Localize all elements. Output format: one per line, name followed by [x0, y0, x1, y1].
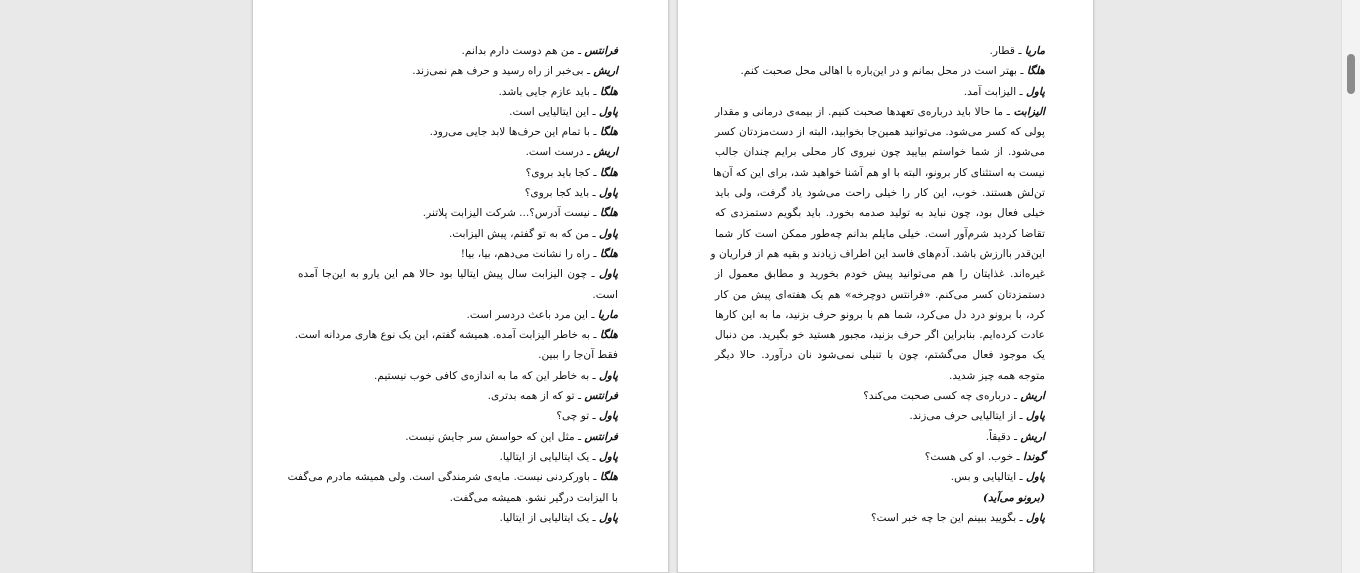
speaker-name: اریش [1020, 430, 1045, 443]
dialogue-line [715, 447, 1045, 467]
line-text: است. [592, 288, 618, 301]
speaker-name: پاول [599, 511, 618, 524]
dialogue-line [715, 488, 1045, 508]
dialogue-line [715, 163, 1045, 183]
dialogue-line [298, 508, 618, 528]
right-page-text [710, 41, 1045, 528]
line-text: ـ بگویید ببینم این جا چه خبر است؟ [870, 511, 1026, 524]
line-text: تقاضا کردید شرم‌آور است. خیلی مایلم بدانم چه‌طور ممکن است کار شما [715, 227, 1045, 240]
speaker-name: پاول [599, 105, 618, 118]
dialogue-line [298, 142, 618, 162]
line-text: ـ از ایتالیایی حرف می‌زند. [909, 410, 1026, 423]
line-text: ـ بهتر است در محل بمانم و در این‌باره با اهالی محل صحبت کنم. [740, 65, 1027, 78]
dialogue-line [715, 61, 1045, 81]
speaker-name: پاول [599, 187, 618, 200]
dialogue-line [298, 386, 618, 406]
speaker-name: هلگا [599, 126, 618, 139]
speaker-name: الیزابت [1013, 105, 1045, 118]
dialogue-line [715, 183, 1045, 203]
line-text: ـ یک ایتالیایی از ایتالیا. [499, 511, 599, 524]
line-text: ـ درباره‌ی چه کسی صحبت می‌کند؟ [863, 390, 1021, 403]
dialogue-line [298, 244, 618, 264]
vertical-scrollbar[interactable] [1341, 0, 1360, 573]
speaker-name: ماریا [1024, 45, 1045, 57]
line-text: ـ دقیقاً. [985, 430, 1021, 443]
line-text: ـ درست است. [525, 146, 594, 159]
left-page-text [287, 41, 618, 528]
line-text: ـ راه را نشانت می‌دهم، بیا، بیا! [460, 247, 600, 260]
line-text: ـ به خاطر این که ما به اندازه‌ی کافی خوب نیستیم. [374, 369, 599, 382]
dialogue-line [715, 345, 1045, 365]
line-text: ـ باید عازم جایی باشد. [498, 85, 600, 98]
dialogue-line [298, 366, 618, 386]
speaker-name: هلگا [599, 471, 618, 484]
dialogue-line [298, 285, 618, 305]
speaker-name: پاول [599, 227, 618, 240]
speaker-name: پاول [599, 410, 618, 423]
line-text: ـ نیست آدرس؟... شرکت الیزابت پلاتنر. [422, 207, 600, 220]
line-text: ـ با تمام این حرف‌ها لابد جایی می‌رود. [429, 126, 600, 139]
dialogue-line [715, 285, 1045, 305]
dialogue-line [715, 508, 1045, 528]
line-text: ـ چون الیزابت سال پیش ایتالیا بود حالا هم این یارو به این‌جا آمده [298, 268, 599, 281]
dialogue-line [298, 183, 618, 203]
dialogue-line [715, 305, 1045, 325]
line-text: ـ باورکردنی نیست. مایه‌ی شرمندگی است. ولی همیشه مادرم می‌گفت [287, 471, 600, 484]
line-text: ـ تو چی؟ [556, 410, 599, 423]
speaker-name: هلگا [599, 207, 618, 220]
dialogue-line [715, 82, 1045, 102]
dialogue-line [715, 102, 1045, 122]
line-text: ـ ما حالا باید درباره‌ی تعهدها صحبت کنیم. از بیمه‌ی درمانی و مقدار [715, 105, 1014, 118]
dialogue-line [715, 203, 1045, 223]
speaker-name: پاول [1026, 511, 1045, 524]
speaker-name: اریش [1020, 390, 1045, 403]
line-text: فقط آن‌جا را ببین. [538, 349, 618, 362]
line-text: ـ باید کجا بروی؟ [524, 187, 599, 200]
dialogue-line [294, 325, 618, 345]
line-text: ـ الیزابت آمد. [963, 85, 1026, 98]
line-text: این‌قدر باارزش باشد. آدم‌های فاسد این اطراف زیادند و بقیه هم از فراریان و [710, 247, 1045, 260]
dialogue-line [287, 467, 618, 487]
dialogue-line [715, 386, 1045, 406]
line-text: دستمزدتان کسر می‌کنم. «فرانتس دوچرخه» هم یک هفته‌ای پیش من کار [715, 288, 1045, 301]
dialogue-line [715, 224, 1045, 244]
speaker-name: هلگا [599, 166, 618, 179]
dialogue-line [298, 61, 618, 81]
speaker-name: فرانتس [584, 390, 618, 403]
dialogue-line [715, 264, 1045, 284]
speaker-name: (برونو می‌آید) [982, 491, 1045, 504]
line-text: غیره‌اند. غذایتان را هم می‌توانید پیش خودم بخورید و مطابق معمول از [715, 268, 1045, 281]
line-text: ـ تو که از همه بدتری. [487, 390, 585, 403]
dialogue-line [715, 427, 1045, 447]
line-text: عادت کرده‌ایم. بنابراین اگر حرف بزنید، مجبور هستید خو بگیرید. من دنبال [715, 329, 1045, 342]
speaker-name: گوندا [1023, 450, 1045, 463]
dialogue-line [298, 427, 618, 447]
speaker-name: پاول [1026, 471, 1045, 484]
page-right [677, 0, 1094, 573]
speaker-name: فرانتس [584, 430, 618, 443]
line-text: ـ من هم دوست دارم بدانم. [461, 45, 585, 57]
dialogue-line [715, 406, 1045, 426]
speaker-name: هلگا [599, 329, 618, 342]
line-text: ـ این ایتالیایی است. [509, 105, 599, 118]
dialogue-line [715, 41, 1045, 61]
line-text: ـ این مرد باعث دردسر است. [466, 308, 598, 321]
dialogue-line [298, 163, 618, 183]
dialogue-line [715, 122, 1045, 142]
speaker-name: پاول [599, 450, 618, 463]
dialogue-line [298, 447, 618, 467]
dialogue-line [298, 203, 618, 223]
speaker-name: فرانتس [584, 45, 618, 57]
line-text: پولی که کسر می‌شود. می‌توانید همین‌جا بخوابید، البته از دست‌مزدتان کسر [715, 126, 1045, 139]
dialogue-line [298, 224, 618, 244]
line-text: ـ خوب. او کی هست؟ [924, 450, 1024, 463]
dialogue-line [298, 102, 618, 122]
line-text: نیست به استثنای کار برونو، البته با او هم آشنا خواهید شد، برای این که آن‌ها [713, 166, 1045, 179]
dialogue-line [298, 264, 618, 284]
dialogue-line [298, 406, 618, 426]
dialogue-line [298, 305, 618, 325]
dialogue-line [298, 41, 618, 61]
line-text: ـ مثل این که حواسش سر جایش نیست. [405, 430, 585, 443]
dialogue-line [298, 82, 618, 102]
line-text: با الیزابت درگیر نشو. همیشه می‌گفت. [449, 491, 618, 504]
line-text: ـ کجا باید بروی؟ [525, 166, 600, 179]
speaker-name: پاول [1026, 410, 1045, 423]
speaker-name: پاول [599, 268, 618, 281]
speaker-name: پاول [1026, 85, 1045, 98]
page-left [252, 0, 669, 573]
dialogue-line [298, 345, 618, 365]
line-text: ـ من که به تو گفتم، پیش الیزابت. [448, 227, 599, 240]
line-text: متوجه همه چیز شدید. [949, 369, 1045, 382]
dialogue-line [715, 325, 1045, 345]
line-text: ـ بی‌خبر از راه رسید و حرف هم نمی‌زند. [412, 65, 594, 78]
speaker-name: هلگا [599, 85, 618, 98]
line-text: تن‌لش هستند. خوب، این کار را خیلی راحت می‌شود یاد گرفت، ولی باید [715, 187, 1045, 200]
dialogue-line [298, 122, 618, 142]
dialogue-line [715, 142, 1045, 162]
dialogue-line [710, 244, 1045, 264]
line-text: کرد، با برونو درد دل می‌کرد، شما هم با برونو حرف بزنید، ما به این کارها [715, 308, 1045, 321]
line-text: یک موجود فعال می‌گشتم، چون با تنبلی نمی‌شود نان درآورد. حالا دیگر [715, 349, 1045, 362]
dialogue-line [298, 488, 618, 508]
line-text: ـ ایتالیایی و بس. [950, 471, 1026, 484]
line-text: ـ یک ایتالیایی از ایتالیا. [499, 450, 599, 463]
speaker-name: هلگا [1026, 65, 1045, 78]
speaker-name: هلگا [599, 247, 618, 260]
line-text: ـ به خاطر الیزابت آمده. همیشه گفتم، این یک نوع هاری مردانه است. [294, 329, 600, 342]
line-text: خیلی فعال بود، چون نباید به تولید صدمه بخورد. باید بگویم دستمزدی که [715, 207, 1045, 220]
speaker-name: اریش [593, 146, 618, 159]
dialogue-line [715, 467, 1045, 487]
line-text: می‌شود. از شما خواستم بیایید چون نیروی کار محلی برایم چندان جالب [715, 146, 1045, 159]
speaker-name: اریش [593, 65, 618, 78]
scrollbar-thumb[interactable] [1347, 54, 1355, 94]
speaker-name: پاول [599, 369, 618, 382]
line-text: ـ قطار. [989, 45, 1025, 57]
dialogue-line [715, 366, 1045, 386]
speaker-name: ماریا [597, 308, 618, 321]
